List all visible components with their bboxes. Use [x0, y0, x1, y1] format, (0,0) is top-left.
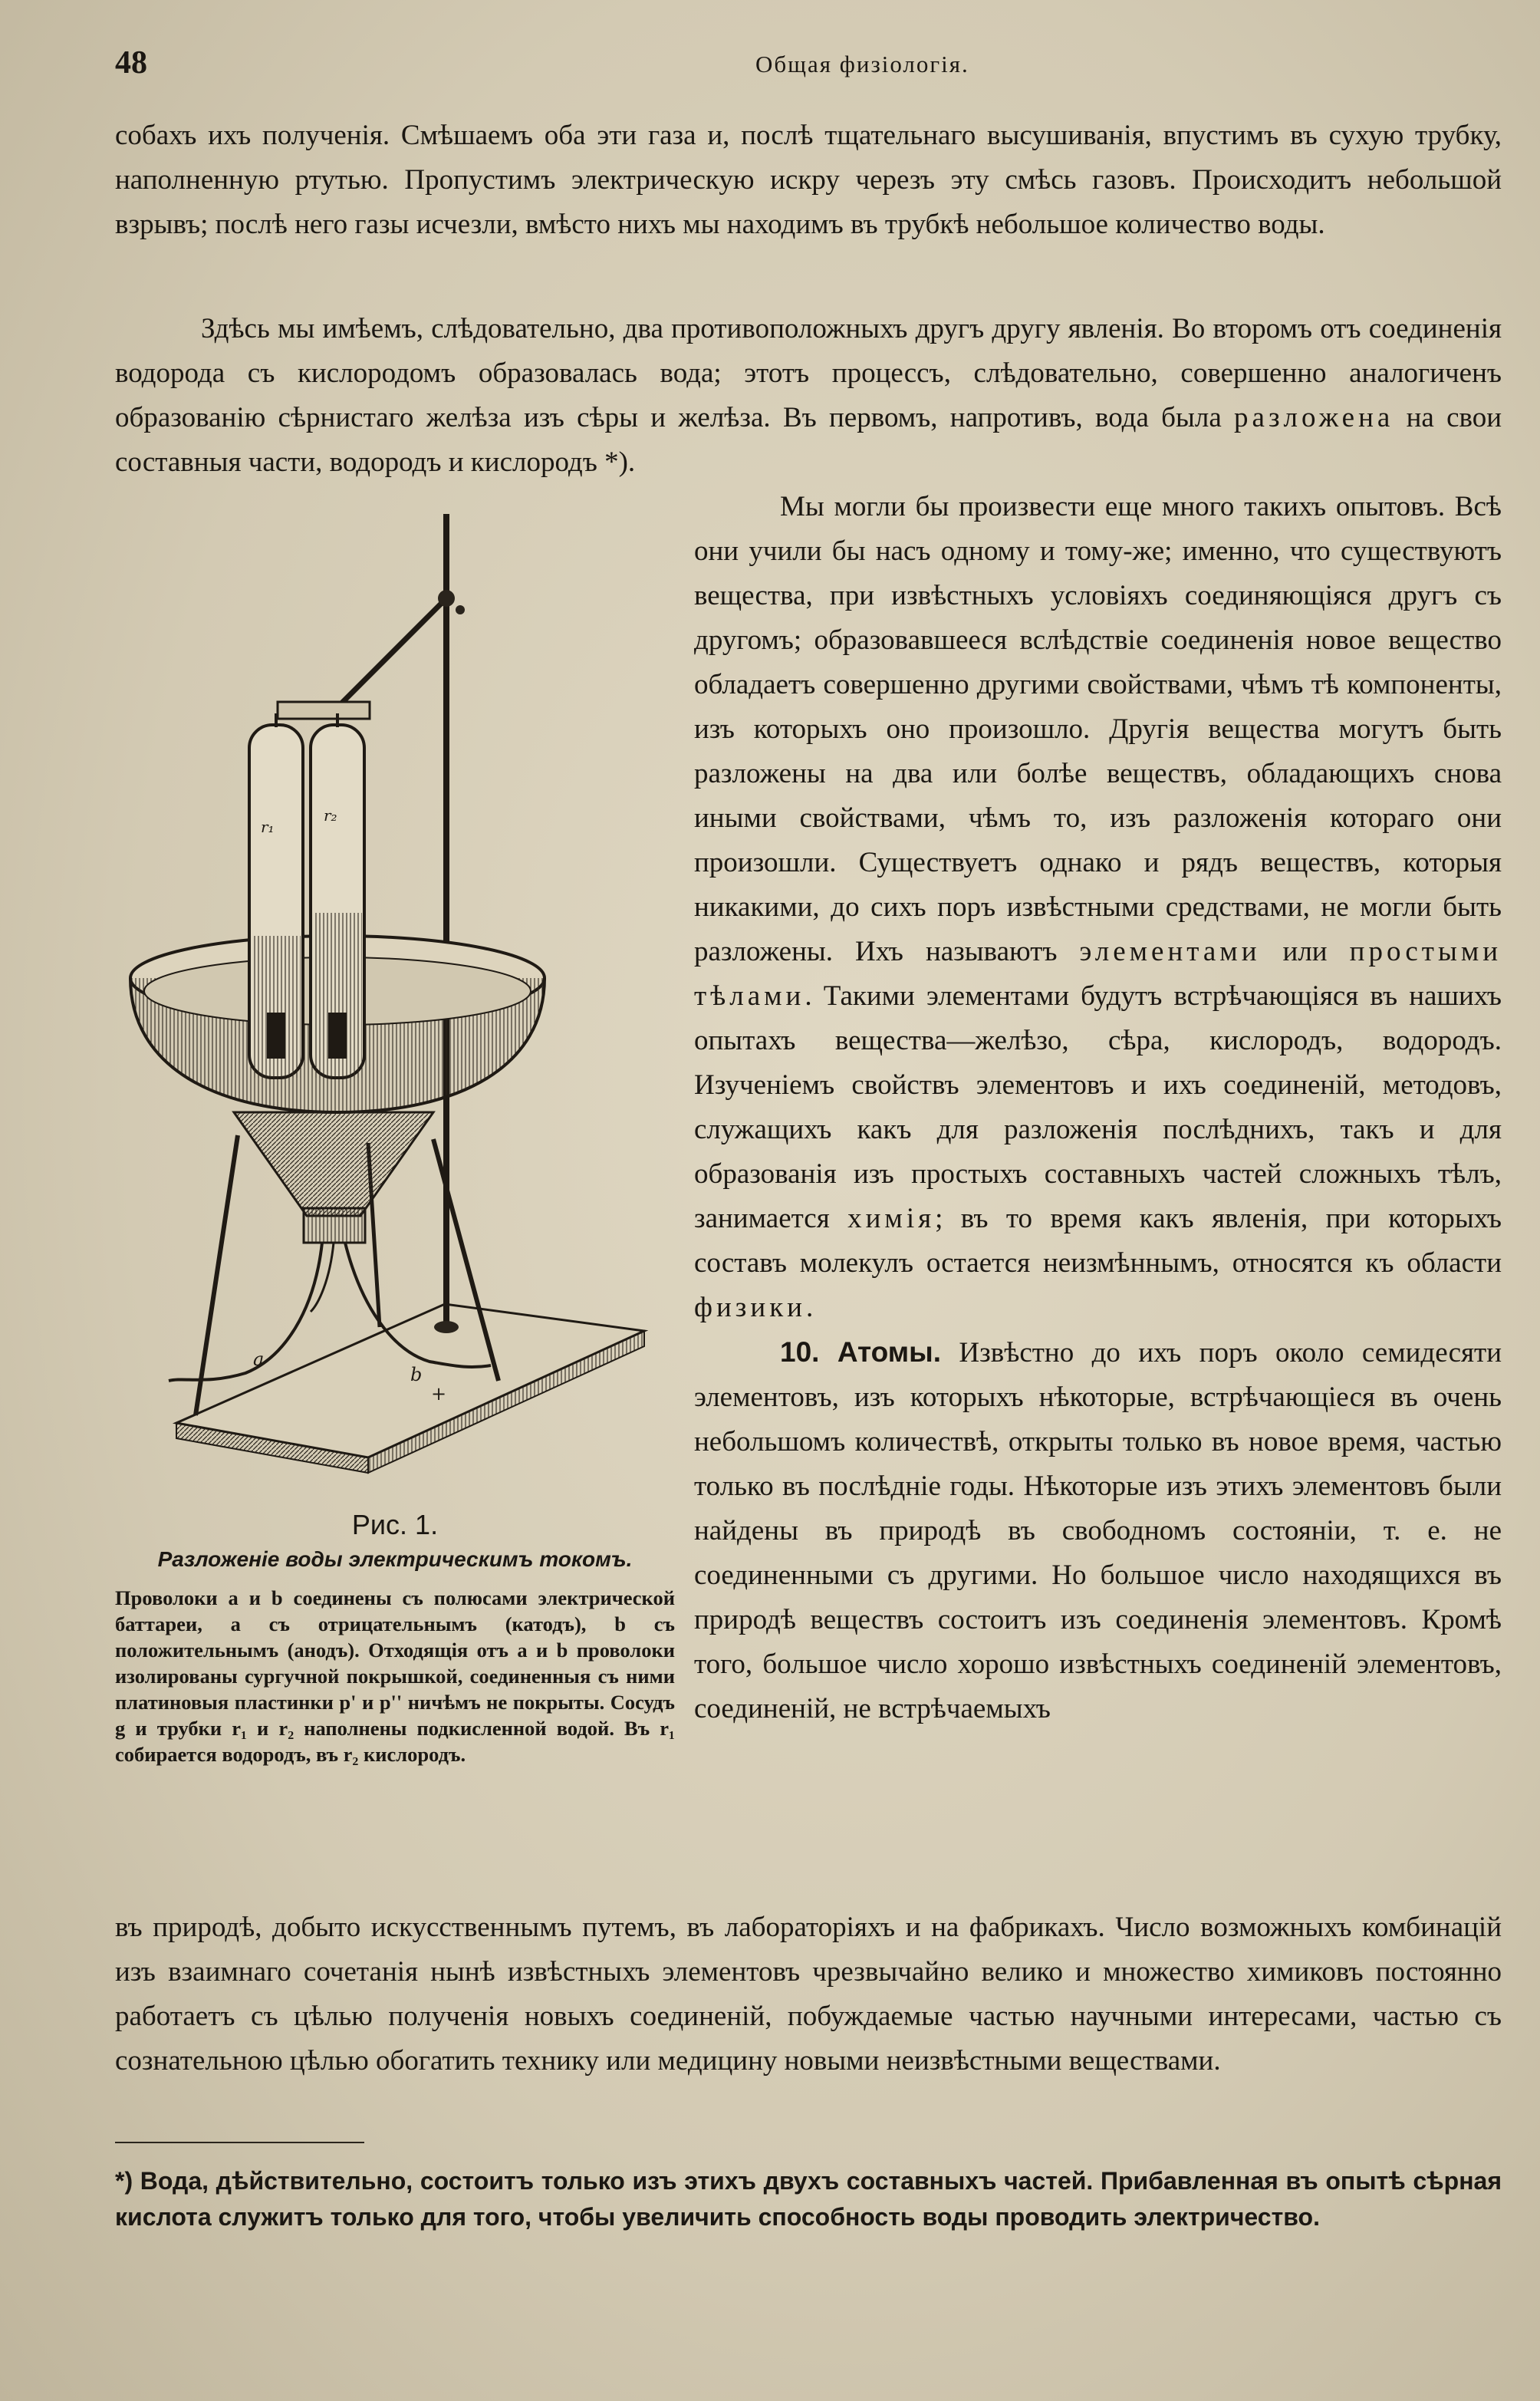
paragraph-experiments-text-d: . — [805, 1292, 814, 1323]
spaced-term-simple-bodies: простыми тѣлами — [694, 936, 1502, 1012]
paragraph-bottom — [115, 1905, 1502, 2083]
figure-description: Проволоки a и b соединены съ полюсами электрической баттареи, a съ отрицательнымъ (катодъ), b съ положительнымъ (анодъ). Отходящія отъ a и b проволоки изолированы сургучной покрышкой, соединенныя съ ними платиновыя пластинки p' и p'' ничѣмъ не покрыты. Сосудъ g и трубки r₁ и r₂ наполнены подкисленной водой. Въ r₁ собирается водородъ, въ r₂ кислородъ. — [115, 1586, 675, 1766]
paragraph-experiments-text-b: . Такими элементами будутъ встрѣчающіяся въ нашихъ опытахъ вещества—желѣзо, сѣра, кислородъ, водородъ. Изученіемъ свойствъ элементовъ и ихъ соединеній, методовъ, служащихъ какъ для разложенія послѣднихъ, такъ и для образованія изъ простыхъ составныхъ частей сложныхъ тѣлъ, занимается — [694, 980, 1502, 1234]
footnote: *) Вода, дѣйствительно, состоитъ только изъ этихъ двухъ составныхъ частей. Прибавленная въ опытѣ сѣрная кислота служитъ только для того, чтобы увеличить способность воды проводить электричество. — [115, 2167, 1502, 2231]
figure-caption — [115, 1508, 675, 1767]
paragraph-experiments-text-a: Мы могли бы произвести еще много такихъ опытовъ. Всѣ они учили бы насъ одному и тому-же; именно, что существуютъ вещества, при извѣстныхъ условіяхъ соединяющіяся другъ съ другомъ; образовавшееся вслѣдствіе соединенія новое вещество обладаетъ совершенно другими свойствами, чѣмъ тѣ компоненты, изъ которыхъ оно произошло. Другія вещества могутъ быть разложены на два или болѣе веществъ, обладающихъ снова иными свойствами, чѣмъ то, изъ разложенія котораго они произошли. Существуетъ однако и рядъ веществъ, которыя никакими, до сихъ поръ извѣстными средствами, не могли быть разложены. Ихъ называютъ — [694, 491, 1502, 967]
label-a: a — [253, 1349, 265, 1370]
paragraph-bottom-text: въ природѣ, добыто искусственнымъ путемъ, въ лабораторіяхъ и на фабрикахъ. Число возможныхъ комбинацій изъ взаимнаго сочетанія нынѣ извѣстныхъ элементовъ чрезвычайно велико и множество химиковъ постоянно работаетъ съ цѣлью полученія новыхъ соединеній, побуждаемые частью научными интересами, частью съ сознательною цѣлью обогатить технику или медицину новыми неизвѣстными веществами. — [115, 1912, 1502, 2077]
running-header — [0, 44, 1540, 83]
figure-title: Разложеніе воды электрическимъ токомъ. — [157, 1547, 633, 1571]
word-or: или — [1282, 936, 1328, 967]
paragraph-2-text-a: Здѣсь мы имѣемъ, слѣдовательно, два противоположныхъ другъ другу явленія. Во второмъ отъ соединенія водорода съ кислородомъ образовалась вода; этотъ процессъ, слѣдовательно, совершенно аналогиченъ образованію сѣрнистаго желѣза изъ сѣры и желѣза. Въ первомъ, напротивъ, вода была — [115, 313, 1502, 433]
spaced-term-elements: элементами — [1079, 936, 1261, 967]
paragraph-2-text-b: на свои составныя части, водородъ и кислородъ *). — [115, 402, 1502, 478]
spaced-term-chemistry: химія — [847, 1203, 936, 1234]
section-number: 10. — [780, 1336, 820, 1368]
section-atoms-text: Извѣстно до ихъ поръ около семидесяти элементовъ, изъ которыхъ нѣкоторые, встрѣчающіеся въ очень небольшомъ количествѣ, открыты только въ новое время, частью только въ послѣдніе годы. Нѣкоторые изъ этихъ элементовъ были найдены въ природѣ въ свободномъ состояніи, т. е. не соединенными съ другими. Но большое число находящихся въ природѣ веществъ состоитъ изъ соединенія элементовъ. Кромѣ того, большое число хорошо извѣстныхъ соединеній элементовъ, соединеній, не встрѣчаемыхъ — [694, 1337, 1502, 1724]
label-plus: + — [431, 1383, 447, 1405]
label-r1: r₁ — [261, 818, 275, 836]
section-atoms — [694, 1330, 1502, 1731]
figure-label: Рис. 1. — [351, 1509, 439, 1540]
label-r2: r₂ — [324, 806, 337, 825]
right-column — [694, 485, 1502, 1731]
electrolysis-apparatus-illustration — [115, 483, 683, 1519]
page-number: 48 — [115, 45, 147, 81]
section-title: Атомы. — [837, 1336, 942, 1368]
footnote-divider — [115, 2142, 364, 2143]
spaced-term-physics: физики — [694, 1292, 806, 1323]
paragraph-experiments — [694, 485, 1502, 1330]
paragraph-top — [115, 114, 1502, 247]
paragraph-top-text: собахъ ихъ полученія. Смѣшаемъ оба эти газа и, послѣ тщательнаго высушиванія, впустимъ въ сухую трубку, наполненную ртутью. Пропустимъ электрическую искру черезъ эту смѣсь газовъ. Происходитъ небольшой взрывъ; послѣ него газы исчезли, вмѣсто нихъ мы находимъ въ трубкѣ небольшое количество воды. — [115, 120, 1502, 240]
spaced-word-razlozhena: разложена — [1234, 402, 1394, 433]
running-title: Общая физiологiя. — [755, 51, 969, 77]
paragraph-opposite-phenomena — [115, 307, 1502, 485]
paragraph-experiments-text-c: ; въ то время какъ явленія, при которыхъ составъ молекулъ остается неизмѣннымъ, относятся къ области — [694, 1203, 1502, 1279]
label-b: b — [410, 1364, 423, 1385]
